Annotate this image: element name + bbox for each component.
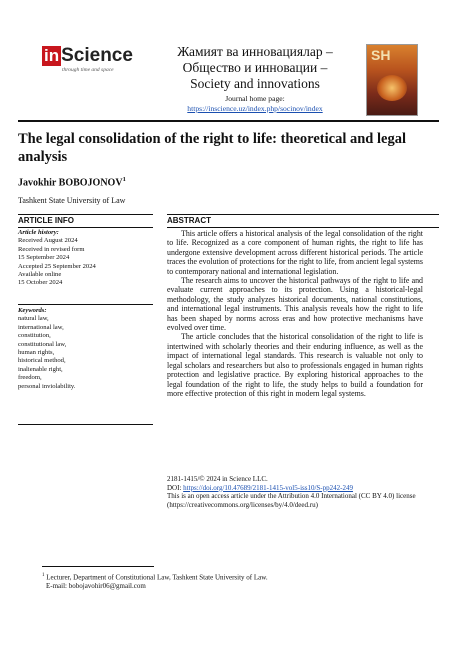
author-name bbox=[18, 176, 126, 188]
abstract-paragraph: The article concludes that the historical consolidation of the right to life is intertwined with scholarly theories and their enduring influence, as well as the impact of international legal standards. This research is valuable not only to legal scholars and researchers but also to professionals engaged in human rights protection and legislative practice. By exploring historical approaches to the legal foundation of the right to life, the study helps to build a foundation for more effective protection of this right in modern legal systems. bbox=[167, 332, 423, 398]
cover-emblem bbox=[377, 75, 407, 101]
keywords-label: Keywords: bbox=[18, 307, 47, 314]
keyword-item: inalienable right, bbox=[18, 365, 63, 373]
footnote bbox=[42, 571, 422, 591]
history-item: Received August 2024 bbox=[18, 237, 78, 245]
logo-science: Science bbox=[61, 45, 133, 66]
footnote-email: E-mail: bobojavohir06@gmail.com bbox=[46, 582, 146, 591]
journal-home-label: Journal home page: bbox=[225, 94, 285, 103]
author-text: Javokhir BOBOJONOV bbox=[18, 177, 123, 189]
article-info-heading: ARTICLE INFO bbox=[18, 214, 153, 228]
journal-logo bbox=[42, 46, 138, 92]
keyword-item: international law, bbox=[18, 323, 64, 331]
author-footnote-mark[interactable]: 1 bbox=[122, 176, 126, 183]
cover-letters: SH bbox=[371, 47, 391, 63]
abstract-heading: ABSTRACT bbox=[167, 214, 439, 228]
history-label: Article history: bbox=[18, 229, 59, 236]
keyword-item: historical method, bbox=[18, 357, 66, 365]
keyword-item: personal inviolability. bbox=[18, 382, 76, 390]
article-meta bbox=[167, 475, 423, 509]
doi-link[interactable]: https://doi.org/10.47689/2181-1415-vol5-iss10/S-pp242-249 bbox=[183, 483, 353, 492]
history-item: 15 October 2024 bbox=[18, 279, 63, 287]
journal-home-link[interactable]: https://inscience.uz/index.php/socinov/index bbox=[187, 103, 323, 113]
footnote-text: Lecturer, Department of Constitutional Law, Tashkent State University of Law. bbox=[44, 573, 268, 582]
keyword-item: natural law, bbox=[18, 315, 49, 323]
article-title: The legal consolidation of the right to life: theoretical and legal analysis bbox=[18, 131, 406, 165]
license-text: This is an open access article under the Attribution 4.0 International (CC BY 4.0) license (https://creativecommons.org/licenses/by/4.0/deed.ru) bbox=[167, 492, 416, 509]
journal-title bbox=[150, 44, 360, 92]
keywords-divider bbox=[18, 424, 153, 425]
journal-title-line: Общество и инновации – bbox=[182, 60, 328, 75]
history-item: Available online bbox=[18, 271, 62, 279]
abstract-paragraph: This article offers a historical analysis of the legal consolidation of the right to life. Recognized as a core component of human rights, the right to life has undergone extensive development across different historical periods. The article traces the evolution of protections for the right to life, from ancient legal systems to contemporary national and international legislation. bbox=[167, 229, 423, 276]
journal-title-line: Жамият ва инновациялар – bbox=[177, 44, 333, 59]
keyword-item: constitution, bbox=[18, 332, 51, 340]
author-affiliation: Tashkent State University of Law bbox=[18, 196, 126, 205]
issn-line: 2181-1415/© 2024 in Science LLC. bbox=[167, 475, 268, 483]
history-item: Received in revised form bbox=[18, 245, 85, 253]
journal-cover-image bbox=[366, 44, 418, 116]
header-divider bbox=[18, 120, 439, 122]
footnote-number: 1 bbox=[42, 573, 45, 578]
journal-homepage bbox=[150, 94, 360, 113]
keyword-item: human rights, bbox=[18, 349, 55, 357]
info-divider bbox=[18, 304, 153, 305]
keyword-item: constitutional law, bbox=[18, 340, 67, 348]
keyword-item: freedom, bbox=[18, 374, 42, 382]
history-item: 15 September 2024 bbox=[18, 254, 70, 262]
abstract-paragraph: The research aims to uncover the historical pathways of the right to life and evaluate current approaches to its protection. Using a historical-legal methodology, the study analyzes historical documents, national constitutions, and international legal instruments. This analysis reveals how the right to life has been shaped by norms across eras and how protective mechanisms have evolved over time. bbox=[167, 276, 423, 333]
footnote-rule bbox=[42, 566, 154, 567]
history-item: Accepted 25 September 2024 bbox=[18, 262, 96, 270]
logo-in: in bbox=[44, 46, 60, 65]
doi-label: DOI: bbox=[167, 483, 184, 492]
article-history bbox=[18, 229, 153, 288]
footnote-line bbox=[42, 571, 422, 582]
logo-tagline: through time and space bbox=[62, 67, 114, 73]
abstract-body bbox=[167, 229, 423, 398]
doi-line bbox=[167, 484, 423, 493]
keywords-list bbox=[18, 307, 153, 391]
journal-title-line: Society and innovations bbox=[190, 76, 320, 91]
